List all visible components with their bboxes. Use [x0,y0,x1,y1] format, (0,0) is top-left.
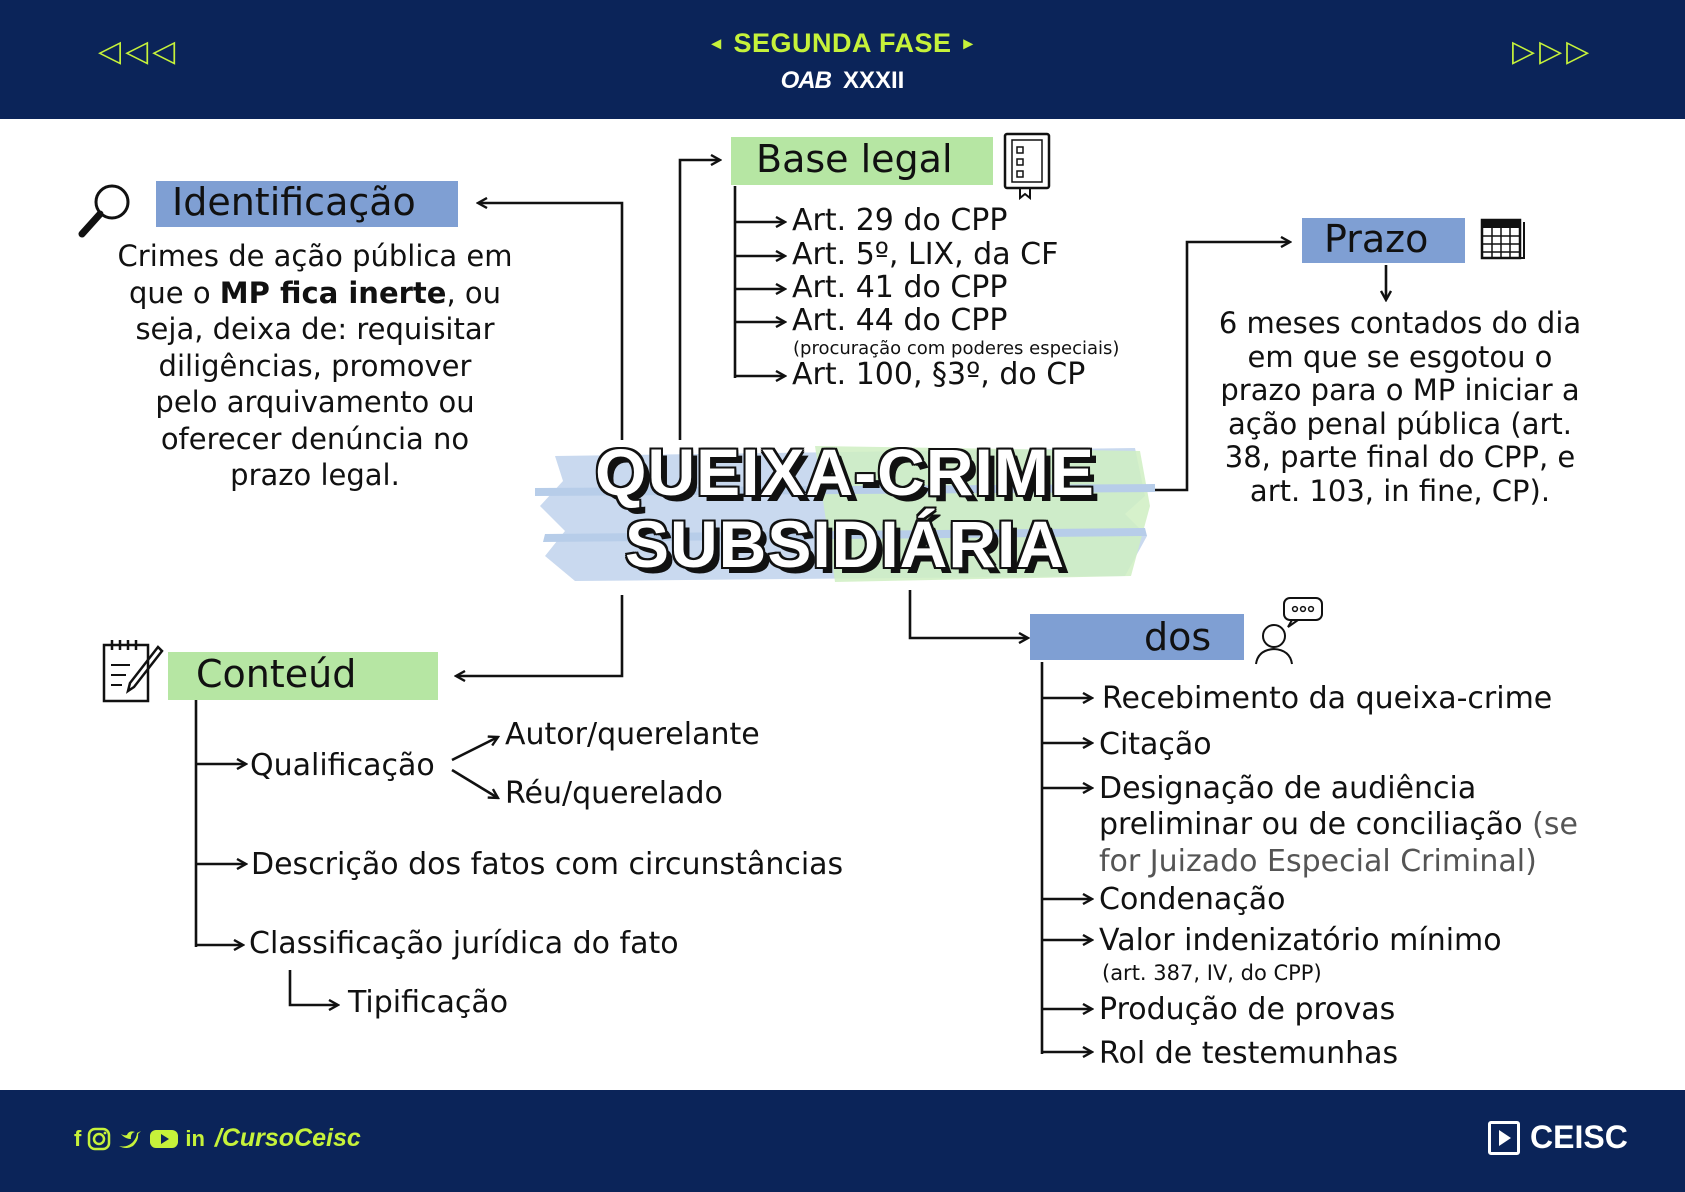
brand-play-icon [1488,1121,1520,1155]
pedidos-designacao-line3: for Juizado Especial Criminal) [1099,844,1537,879]
prazo-line2: em que se esgotou o [1247,339,1553,374]
base-legal-item-5: Art. 100, §3º, do CP [792,357,1086,392]
identificacao-line2-bold: MP fica inerte [219,275,447,310]
prazo-line4: ação penal pública (art. [1228,406,1572,441]
conteudo-qualificacao: Qualificação [250,748,435,783]
triangle-right-icon: ▸ [963,33,974,53]
calendar-icon [1478,212,1526,264]
conteudo-reu: Réu/querelado [505,776,723,811]
prazo-line1: 6 meses contados do dia [1218,306,1582,340]
pedidos-producao: Produção de provas [1099,992,1396,1027]
base-legal-item-1: Art. 29 do CPP [792,203,1008,238]
identificacao-line7: prazo legal. [230,458,400,492]
prazo-line3: prazo para o MP iniciar a [1220,373,1580,407]
identificacao-text [80,238,550,494]
identificacao-line2-pre: que o [128,275,220,310]
youtube-icon[interactable] [149,1128,179,1150]
phase-text: SEGUNDA FASE [733,28,952,58]
pedidos-title: dos [1144,615,1212,659]
edition-text: XXXII [842,67,905,94]
prazo-line6: art. 103, in fine, CP). [1249,473,1551,508]
nav-next-arrows[interactable]: ▷▷▷ [1512,34,1594,69]
nav-prev-arrows[interactable]: ◁◁◁ [98,34,180,69]
conteudo-tipificacao: Tipificação [348,985,509,1020]
pedidos-valor: Valor indenizatório mínimo [1099,923,1502,958]
pedidos-designacao-line2 [1099,808,1578,842]
pedidos-designacao-line2-main: preliminar ou de conciliação [1099,807,1523,842]
base-legal-item-3: Art. 41 do CPP [792,270,1008,305]
prazo-text [1195,307,1605,508]
main-title-line2: SUBSIDIÁRIA [624,507,1066,581]
conteudo-autor: Autor/querelante [505,717,760,752]
identificacao-line3: seja, deixa de: requisitar [135,312,495,346]
brand-logo [1488,1119,1628,1156]
prazo-line5: 38, parte final do CPP, e [1224,440,1576,474]
pedidos-designacao-line2-note: (se [1522,807,1578,842]
main-title [535,436,1155,580]
prazo-title: Prazo [1324,217,1429,261]
base-legal-title: Base legal [756,137,953,181]
pedidos-designacao-line1: Designação de audiência [1099,771,1477,806]
triangle-left-icon: ◂ [711,33,722,53]
conteudo-classificacao: Classificação jurídica do fato [249,926,679,961]
identificacao-line2-post: , ou [446,275,502,310]
pedidos-highlight [1030,614,1244,660]
identificacao-line2 [80,275,550,312]
instagram-icon[interactable] [87,1127,111,1151]
oab-logo: OAB [780,67,831,94]
social-links [74,1124,361,1153]
base-legal-item-4: Art. 44 do CPP [792,303,1008,338]
pedidos-rol: Rol de testemunhas [1099,1036,1399,1071]
linkedin-icon[interactable]: in [185,1125,205,1151]
conteudo-descricao: Descrição dos fatos com circunstâncias [251,847,844,882]
identificacao-line4: diligências, promover [158,348,472,383]
brand-name: CEISC [1530,1119,1628,1155]
conteudo-title: Conteúd [196,652,357,696]
person-speech-icon [1252,594,1326,666]
pedidos-condenacao: Condenação [1099,882,1286,917]
identificacao-line6: oferecer denúncia no [160,421,470,456]
law-book-icon [1000,130,1056,200]
base-legal-note: (procuração com poderes especiais) [793,338,1120,359]
identificacao-title: Identificação [172,180,416,224]
identificacao-line1: Crimes de ação pública em [117,239,513,273]
social-handle[interactable]: /CursoCeisc [214,1124,361,1152]
pedidos-recebimento: Recebimento da queixa-crime [1102,681,1553,716]
magnifier-icon [76,180,134,242]
pedidos-valor-note: (art. 387, IV, do CPP) [1102,961,1322,985]
pedidos-citacao: Citação [1099,727,1212,762]
main-title-line1: QUEIXA-CRIME [595,435,1095,509]
identificacao-line5: pelo arquivamento ou [155,385,475,419]
twitter-icon[interactable] [117,1128,143,1150]
base-legal-item-2: Art. 5º, LIX, da CF [792,237,1059,272]
notepad-pencil-icon [100,637,166,707]
facebook-icon[interactable]: f [74,1125,82,1151]
